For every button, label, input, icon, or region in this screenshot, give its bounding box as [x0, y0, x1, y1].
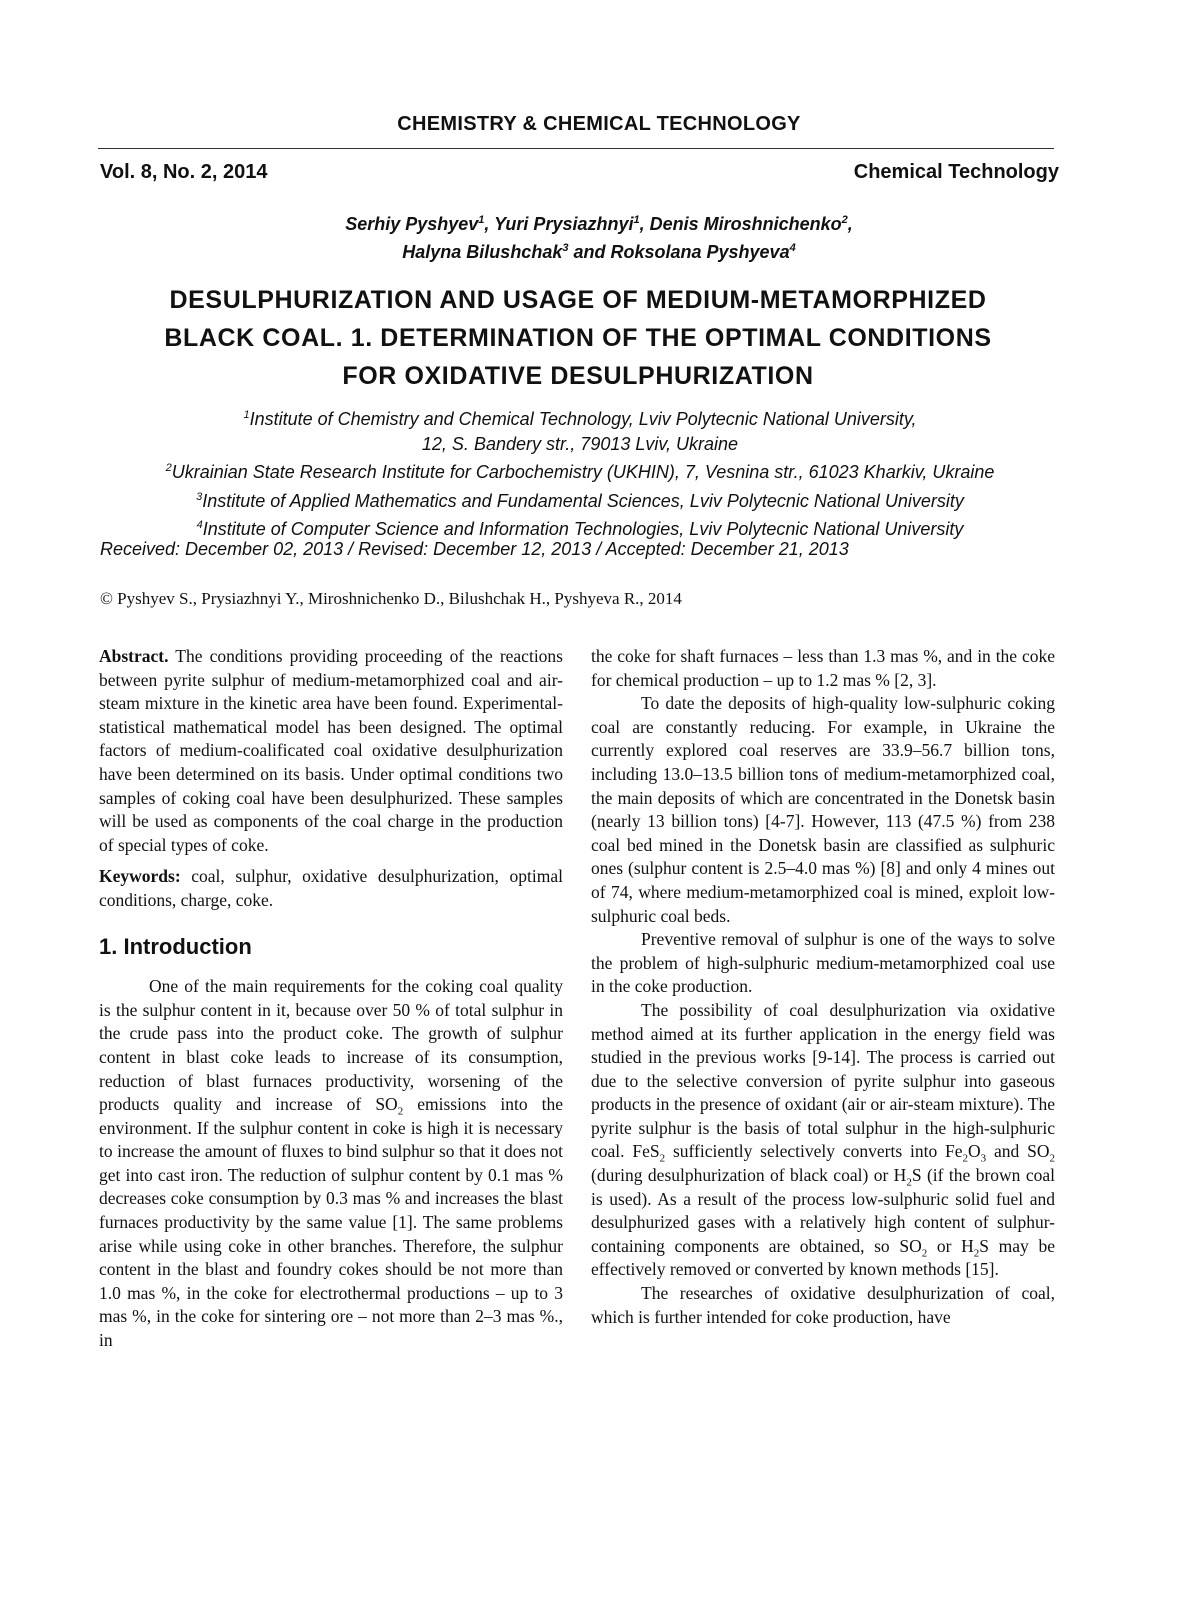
intro-paragraph-4: The possibility of coal desulphurization via oxidative method aimed at its further application in the energy field was studied in the previous works [9-14]. The process is carried out due to the selective conversion of pyrite sulphur into gaseous products in the presence of oxidant (air or air-steam mixture). The pyrite sulphur is the basis of total sulphur in the high-sulphuric coal. FeS$_2$ sufficiently selectively converts into $Fe_2O_3$ and $SO_2$ (during desulphurization of black coal) or $H_2S$ (if the brown coal is used). As a result of the process low-sulphuric solid fuel and desulphurized gases with a relatively high content of sulphur-containing components are obtained, so $SO_2$ or $H_2S$ may be effectively removed or converted by known methods [15].	[591, 999, 1055, 1280]
intro-paragraph-1-continued: the coke for shaft furnaces – less than 1.3 mas %, and in the coke for chemical production – up to 1.2 mas % [2, 3].	[591, 646, 1055, 690]
keywords-text: coal, sulphur, oxidative desulphurization, optimal conditions, charge, coke.	[99, 866, 563, 910]
paper-title	[100, 281, 1056, 395]
author-name: Denis Miroshnichenko	[649, 214, 842, 234]
author-affiliation-ref: 3	[562, 242, 569, 254]
author-name: Halyna Bilushchak	[402, 242, 563, 262]
header-divider	[98, 148, 1054, 149]
author-separator: ,	[847, 214, 853, 234]
keywords	[99, 865, 563, 912]
author-name: Yuri Prysiazhnyi	[494, 214, 634, 234]
affiliation-4	[80, 513, 1080, 542]
submission-dates: Received: December 02, 2013 / Revised: December 12, 2013 / Accepted: December 21, 2013	[100, 539, 849, 559]
affiliation-list	[80, 403, 1080, 542]
affiliation-number: 1	[243, 409, 250, 421]
author-list	[0, 208, 1198, 264]
intro-paragraph-1: One of the main requirements for the coking coal quality is the sulphur content in it, because over 50 % of total sulphur in the crude pass into the product coke. The growth of sulphur content in blast coke leads to increase of its consumption, reduction of blast furnaces productivity, worsening of the products quality and increase of $SO_2$ emissions into the environment. If the sulphur content in coke is high it is necessary to increase the amount of fluxes to bind sulphur so that it does not get into cast iron. The reduction of sulphur content by 0.1 mas % decreases coke consumption by 0.3 mas % and increases the blast furnaces productivity by the same value [1]. The same problems arise while using coke in other branches. Therefore, the sulphur content in the blast and foundry cokes should be not more than 1.0 mas %, in the coke for electrothermal productions – up to 3 mas %, in the coke for sintering ore – not more than 2–3 mas %., in	[99, 976, 564, 1351]
author-line-1	[0, 208, 1198, 236]
author-name: Roksolana Pyshyeva	[610, 242, 790, 262]
author-separator: and	[568, 242, 611, 262]
author-name: Serhiy Pyshyev	[345, 214, 479, 234]
copyright-notice: © Pyshyev S., Prysiazhnyi Y., Miroshnichenko D., Bilushchak H., Pyshyeva R., 2014	[100, 589, 682, 608]
title-line: BLACK COAL. 1. DETERMINATION OF THE OPTIMAL CONDITIONS	[164, 324, 992, 352]
affiliation-number: 2	[165, 462, 172, 474]
intro-paragraph-3: Preventive removal of sulphur is one of the ways to solve the problem of high-sulphuric medium-metamorphized coal use in the coke production.	[591, 929, 1055, 997]
affiliation-1-address: 12, S. Bandery str., 79013 Lviv, Ukraine	[421, 433, 739, 454]
author-affiliation-ref: 1	[478, 214, 485, 226]
affiliation-3	[80, 485, 1080, 514]
affiliation-2	[80, 456, 1080, 485]
section-heading-introduction: 1. Introduction	[99, 933, 252, 959]
title-line: DESULPHURIZATION AND USAGE OF MEDIUM-METAMORPHIZED	[169, 286, 987, 314]
affiliation-text: Ukrainian State Research Institute for Carbochemistry (UKHIN), 7, Vesnina str., 61023 Kharkiv, Ukraine	[171, 462, 995, 482]
journal-name: CHEMISTRY & CHEMICAL TECHNOLOGY	[397, 113, 801, 135]
author-separator: ,	[484, 214, 495, 234]
title-line: FOR OXIDATIVE DESULPHURIZATION	[342, 362, 814, 390]
journal-section: Chemical Technology	[853, 161, 1059, 183]
abstract-label: Abstract.	[99, 646, 169, 666]
affiliation-number: 4	[196, 519, 203, 531]
intro-paragraph-2: To date the deposits of high-quality low-sulphuric coking coal are constantly reducing. For example, in Ukraine the currently explored coal reserves are 33.9–56.7 billion tons, including 13.0–13.5 billion tons of medium-metamorphized coal, the main deposits of which are concentrated in the Donetsk basin (nearly 13 billion tons) [4-7]. However, 113 (47.5 %) from 238 coal bed mined in the Donetsk basin are classified as sulphuric ones (sulphur content is 2.5–4.0 mas %) [8] and only 4 mines out of 74, where medium-metamorphized coal is mined, exploit low-sulphuric coal beds.	[591, 693, 1055, 926]
author-affiliation-ref: 4	[789, 242, 796, 254]
intro-paragraph-5: The researches of oxidative desulphurization of coal, which is further intended for coke production, have	[591, 1283, 1055, 1327]
left-column	[99, 645, 563, 1353]
affiliation-text: Institute of Chemistry and Chemical Technology, Lviv Polytecnic National University,	[249, 409, 917, 429]
author-affiliation-ref: 2	[841, 214, 848, 226]
affiliation-number: 3	[196, 490, 203, 503]
abstract-text: The conditions providing proceeding of the reactions between pyrite sulphur of medium-metamorphized coal and air-steam mixture in the kinetic area have been found. Experimental-statistical mathematical model has been designed. The optimal factors of medium-coalificated coal oxidative desulphurization have been determined on its basis. Under optimal conditions two samples of coking coal have been desulphurized. These samples will be used as components of the coal charge in the production of special types of coke.	[99, 646, 563, 855]
right-column	[591, 645, 1055, 1329]
abstract	[99, 645, 563, 857]
author-affiliation-ref: 1	[633, 214, 640, 226]
author-line-2	[0, 236, 1198, 264]
affiliation-text: Institute of Applied Mathematics and Fundamental Sciences, Lviv Polytecnic National University	[202, 490, 964, 511]
affiliation-1	[80, 403, 1080, 432]
volume-issue: Vol. 8, No. 2, 2014	[100, 161, 268, 183]
author-separator: ,	[639, 214, 650, 234]
affiliation-text: Institute of Computer Science and Information Technologies, Lviv Polytecnic National University	[202, 519, 964, 539]
keywords-label: Keywords:	[99, 866, 181, 887]
